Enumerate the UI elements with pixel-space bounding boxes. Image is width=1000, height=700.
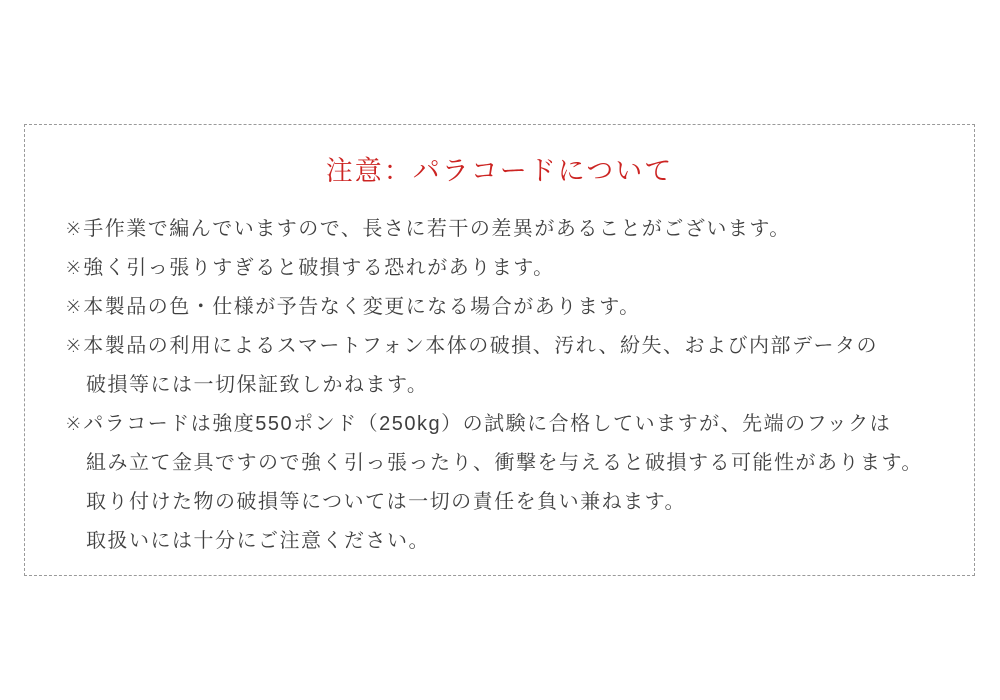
notice-line: 取り付けた物の破損等については一切の責任を負い兼ねます。 bbox=[86, 491, 686, 513]
notice-line: ※パラコードは強度550ポンド（250kg）の試験に合格していますが、先端のフックは bbox=[65, 413, 892, 435]
notice-line: ※強く引っ張りすぎると破損する恐れがあります。 bbox=[65, 257, 555, 279]
notice-line: 取扱いには十分にご注意ください。 bbox=[86, 530, 430, 552]
notice-title: 注意：パラコードについて bbox=[325, 156, 674, 186]
notice-line: ※本製品の色・仕様が予告なく変更になる場合があります。 bbox=[65, 296, 641, 318]
notice-line: ※本製品の利用によるスマートフォン本体の破損、汚れ、紛失、および内部データの bbox=[65, 335, 878, 357]
notice-line: ※手作業で編んでいますので、長さに若干の差異があることがございます。 bbox=[65, 218, 791, 240]
notice-box bbox=[24, 124, 975, 576]
notice-line: 破損等には一切保証致しかねます。 bbox=[86, 374, 429, 396]
notice-line: 組み立て金具ですので強く引っ張ったり、衝撃を与えると破損する可能性があります。 bbox=[86, 452, 923, 474]
notice-lines bbox=[25, 210, 974, 561]
